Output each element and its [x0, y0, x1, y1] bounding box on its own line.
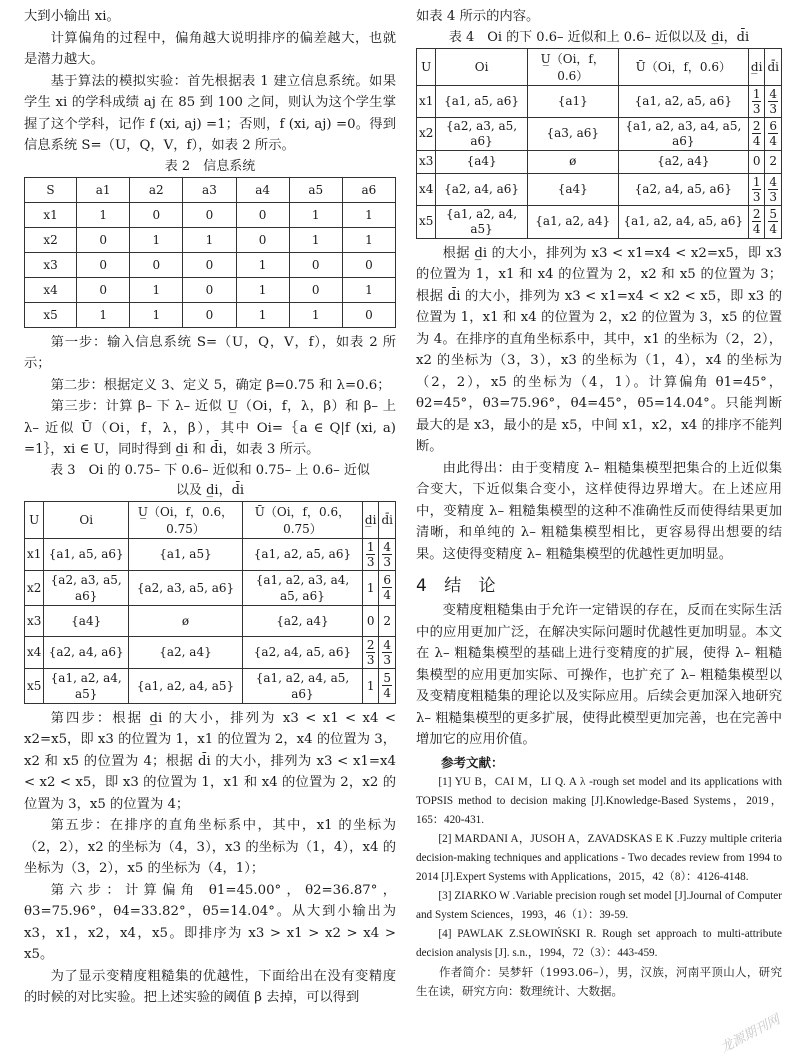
table-cell: 2 [379, 605, 396, 636]
table-cell: {a2, a4} [242, 605, 362, 636]
table-row [25, 605, 396, 636]
table-2 [24, 177, 396, 328]
table-cell: x5 [417, 205, 436, 238]
table-cell: {a1} [527, 85, 618, 117]
table-cell: 1 [342, 227, 395, 252]
table-cell: x1 [25, 538, 44, 570]
table-cell: x5 [25, 668, 44, 703]
table-cell: 1 [289, 227, 342, 252]
reference-item: [1] YU B，CAI M，LI Q. A λ -rough set model and its applications with TOPSIS method to decision making [J].Knowledge-Based Systems，2019，165：420-431. [416, 775, 782, 826]
table-header-cell: U [417, 48, 436, 85]
table-cell: x3 [25, 605, 44, 636]
table-cell: x2 [25, 227, 77, 252]
fraction [382, 540, 392, 569]
table-cell: {a1, a2, a5, a6} [618, 85, 748, 117]
table-cell [748, 117, 765, 150]
table-3-caption-cont: 以及 d̲i，d̄i [175, 482, 245, 498]
table-cell [748, 173, 765, 205]
table-header-cell: a5 [289, 177, 342, 202]
table-header-cell: Oi [44, 501, 129, 538]
table-cell: 0 [289, 277, 342, 302]
table-cell: 0 [183, 302, 236, 327]
step-1: 第一步：输入信息系统 S=（U，Q，V，f），如表 2 所示； [24, 334, 396, 371]
table-cell: 1 [236, 302, 289, 327]
right-column [416, 6, 782, 1001]
table-cell: 0 [77, 277, 130, 302]
table-cell: 0 [130, 202, 183, 227]
fraction-numerator: 6 [769, 119, 778, 133]
author-bio: 作者简介：吴梦轩（1993.06–），男，汉族，河南平顶山人，研究生在读，研究方向：数理统计、大数据。 [416, 964, 782, 998]
left-column [24, 6, 396, 1009]
fraction-numerator: 2 [366, 637, 375, 652]
table-cell: 1 [362, 570, 379, 605]
table-cell: {a1, a2, a3, a4, a5, a6} [618, 117, 748, 150]
table-cell: x3 [25, 252, 77, 277]
table-cell: {a1, a5, a6} [436, 85, 527, 117]
table-cell: 1 [236, 252, 289, 277]
table-cell: {a2, a3, a5, a6} [129, 570, 243, 605]
table-cell [765, 205, 782, 238]
table-header-cell: S [25, 177, 77, 202]
table-cell [379, 538, 396, 570]
paragraph: 计算偏角的过程中，偏角越大说明排序的偏差越大，也就是潜力越大。 [24, 30, 396, 67]
table-cell: 2 [765, 150, 782, 173]
fraction-denominator: 4 [769, 222, 778, 236]
table-cell: {a1, a5, a6} [44, 538, 129, 570]
table-cell: {a1, a2, a4} [527, 205, 618, 238]
paragraph: 变精度粗糙集由于允许一定错误的存在，反而在实际生活中的应用更加广泛，在解决实际问题时优越性更加明显。本文在 λ– 粗糙集模型的基础上进行变精度的扩展，使得 λ– 粗糙集模型的应用更加实际、可操作，也扩充了 λ– 粗糙集模型以及变精度粗糙集的理论以及实际应用。后续会更加深入地研究 λ– 粗糙集模型的更多扩展，使得此模型更加完善，也在完善中增加它的应用价值。 [416, 603, 782, 747]
table-cell: 1 [130, 227, 183, 252]
fraction-denominator: 4 [383, 588, 392, 602]
table-cell [362, 538, 379, 570]
paragraph: 由此得出：由于变精度 λ– 粗糙集模型把集合的上近似集合变大，下近似集合变小，这样使得边界增大。在上述应用中，变精度 λ– 粗糙集模型的这种不准确性反而使得结果更加清晰，和单纯的 λ– 粗糙集模型相比，更容易得出想要的结果。这使得变精度 λ– 粗糙集模型的优越性更加明显。 [416, 460, 782, 562]
fraction [768, 119, 778, 148]
table-cell: x2 [417, 117, 436, 150]
step-6: 第六步：计算偏角 θ1=45.00°，θ2=36.87°，θ3=75.96°，θ4=33.82°，θ5=14.04°。从大到小输出为 x3，x1，x2，x4，x5。即排序为 x3 > x1 > x2 > x4 > x5。 [24, 882, 396, 962]
table-header-cell: d̲i [748, 48, 765, 85]
step-4: 第四步：根据 d̲i 的大小，排列为 x3 < x1 < x4 < x2=x5，即 x3 的位置为 1，x1 的位置为 2，x4 的位置为 3，x2 和 x5 的位置为 4；根据 d̄i 的大小，排列为 x3 < x1=x4 < x2 < x5，即 x3 的位置为 1，x1 和 x4 的位置为 2，x2 的位置为 3，x5 的位置为 4； [24, 710, 396, 812]
table-cell: x5 [25, 302, 77, 327]
reference-item: [3] ZIARKO W .Variable precision rough set model [J].Journal of Computer and System Sciences，1993，46（1）：39-59. [416, 889, 782, 921]
table-cell: x3 [417, 150, 436, 173]
paragraph: 基于算法的模拟实验：首先根据表 1 建立信息系统。如果学生 xi 的学科成绩 aj 在 85 到 100 之间，则认为这个学生掌握了这个学科，记作 f (xi, aj) =1；否则，f (xi, aj) =0。得到信息系统 S=（U，Q，V，f），如表 2 所示。 [24, 73, 396, 153]
fraction [366, 540, 376, 569]
table-cell: ø [527, 150, 618, 173]
table-cell: 0 [362, 605, 379, 636]
fraction-denominator: 3 [383, 554, 392, 569]
table-header-cell: Oi [436, 48, 527, 85]
table-cell [379, 570, 396, 605]
table-cell: 1 [289, 302, 342, 327]
table-cell: x4 [25, 636, 44, 668]
table-cell: 1 [289, 202, 342, 227]
table-row [25, 636, 396, 668]
table-cell: {a1, a2, a4, a5} [44, 668, 129, 703]
table-cell [765, 173, 782, 205]
table-cell: ø [129, 605, 243, 636]
table-cell: 1 [342, 202, 395, 227]
table-cell: 0 [183, 252, 236, 277]
section-heading: 4 结 论 [416, 576, 502, 596]
table-cell: 1 [130, 277, 183, 302]
table-row [417, 117, 782, 150]
table-row [417, 205, 782, 238]
table-cell: 0 [77, 252, 130, 277]
table-4-caption: 表 4 Oi 的下 0.6– 近似和上 0.6– 近似以及 d̲i，d̄i [448, 29, 750, 45]
fraction-numerator: 4 [383, 539, 392, 554]
fraction-numerator: 5 [769, 207, 778, 221]
fraction-numerator: 5 [383, 671, 392, 685]
table-2-caption: 表 2 信息系统 [164, 158, 256, 174]
table-row [25, 277, 396, 302]
table-cell: {a1, a2, a4, a5} [129, 668, 243, 703]
table-cell: {a2, a4, a5, a6} [618, 173, 748, 205]
table-row [25, 252, 396, 277]
fraction [768, 207, 778, 236]
table-row [417, 85, 782, 117]
paragraph: 为了显示变精度粗糙集的优越性，下面给出在没有变精度的时候的对比实验。把上述实验的阈值 β 去掉，可以得到 [24, 968, 396, 1005]
fraction-denominator: 4 [752, 134, 761, 148]
table-header-cell: U̲（Oi，f，0.6） [527, 48, 618, 85]
table-cell [748, 205, 765, 238]
fraction-numerator: 1 [752, 174, 761, 189]
table-cell: {a1, a2, a4, a5, a6} [242, 668, 362, 703]
step-3: 第三步：计算 β– 下 λ– 近似 U̲（Oi，f，λ，β）和 β– 上 λ– 近似 Ū（Oi，f，λ，β），其中 Oi=｛a ∈ Q|f (xi, a) =1｝，xi ∈ U，同时得到 d̲i 和 d̄i，如表 3 所示。 [24, 399, 396, 457]
table-cell: x1 [25, 202, 77, 227]
table-header-cell: U̲（Oi，f，0.6，0.75） [129, 501, 243, 538]
table-cell: {a2, a4, a6} [44, 636, 129, 668]
references-heading: 参考文献： [441, 754, 504, 770]
table-cell: 0 [77, 227, 130, 252]
fraction-numerator: 4 [383, 637, 392, 652]
fraction-denominator: 3 [366, 554, 375, 569]
fraction-denominator: 4 [383, 686, 392, 700]
table-header-cell: a4 [236, 177, 289, 202]
table-row [25, 202, 396, 227]
table-cell: {a1, a2, a3, a4, a5, a6} [242, 570, 362, 605]
fraction [366, 638, 376, 667]
paragraph: 如表 4 所示的内容。 [416, 9, 540, 24]
fraction-denominator: 3 [752, 189, 761, 204]
fraction-numerator: 1 [752, 86, 761, 101]
fraction-denominator: 3 [769, 189, 778, 204]
fraction-numerator: 6 [383, 573, 392, 587]
table-cell: {a2, a4, a5, a6} [242, 636, 362, 668]
fraction [768, 87, 778, 116]
table-4 [416, 48, 782, 239]
table-cell: 0 [130, 252, 183, 277]
table-row [25, 570, 396, 605]
table-cell: 0 [289, 252, 342, 277]
table-header-cell: a6 [342, 177, 395, 202]
table-header-cell: a2 [130, 177, 183, 202]
table-cell: 0 [748, 150, 765, 173]
table-cell: {a4} [44, 605, 129, 636]
fraction [768, 175, 778, 204]
table-cell: {a2, a3, a5, a6} [44, 570, 129, 605]
table-cell: {a2, a3, a5, a6} [436, 117, 527, 150]
table-cell: 1 [77, 302, 130, 327]
table-cell: 1 [183, 227, 236, 252]
fraction-denominator: 3 [366, 652, 375, 667]
reference-item: [4] PAWLAK Z.SŁOWIŃSKI R. Rough set approach to multi-attribute decision analysis [J]. s.n.，1994，72（3）：443-459. [416, 927, 782, 959]
table-cell [379, 668, 396, 703]
fraction-denominator: 3 [769, 101, 778, 116]
table-cell: 0 [342, 252, 395, 277]
table-row [25, 538, 396, 570]
fraction [382, 671, 392, 700]
table-cell: 0 [183, 202, 236, 227]
table-cell: {a1, a2, a5, a6} [242, 538, 362, 570]
table-cell: x1 [417, 85, 436, 117]
paragraph: 大到小输出 xi。 [24, 9, 120, 24]
fraction-numerator: 2 [752, 119, 761, 133]
table-header-cell: Ū（Oi，f，0.6） [618, 48, 748, 85]
table-header-cell: a1 [77, 177, 130, 202]
fraction [752, 207, 762, 236]
table-header-cell: a3 [183, 177, 236, 202]
table-header-cell: d̄i [379, 501, 396, 538]
table-cell: {a1, a2, a4, a5, a6} [618, 205, 748, 238]
fraction [752, 87, 762, 116]
table-cell: {a2, a4} [129, 636, 243, 668]
table-cell: {a3, a6} [527, 117, 618, 150]
fraction-denominator: 3 [383, 652, 392, 667]
table-row [417, 150, 782, 173]
table-header-cell: Ū（Oi，f，0.6，0.75） [242, 501, 362, 538]
table-cell: {a1, a2, a4, a5} [436, 205, 527, 238]
table-cell: 1 [130, 302, 183, 327]
table-cell: x2 [25, 570, 44, 605]
fraction-numerator: 1 [366, 539, 375, 554]
table-cell [379, 636, 396, 668]
fraction [382, 573, 392, 602]
table-cell: 0 [236, 202, 289, 227]
table-cell: {a1, a5} [129, 538, 243, 570]
table-cell: 0 [236, 227, 289, 252]
fraction [752, 119, 762, 148]
table-cell [765, 85, 782, 117]
table-3-caption: 表 3 Oi 的 0.75– 下 0.6– 近似和 0.75– 上 0.6– 近似 [50, 462, 370, 478]
fraction-denominator: 3 [752, 101, 761, 116]
table-cell: 0 [183, 277, 236, 302]
step-2: 第二步：根据定义 3、定义 5，确定 β=0.75 和 λ=0.6； [50, 377, 391, 393]
table-row [25, 302, 396, 327]
table-cell [748, 85, 765, 117]
table-cell: {a2, a4, a6} [436, 173, 527, 205]
watermark: 龙源期刊网 [718, 1012, 783, 1056]
table-header-cell: d̄i [765, 48, 782, 85]
table-3 [24, 501, 396, 704]
table-cell [362, 636, 379, 668]
table-cell: 1 [342, 277, 395, 302]
fraction [382, 638, 392, 667]
table-cell: 1 [362, 668, 379, 703]
fraction-numerator: 2 [752, 207, 761, 221]
table-cell: x4 [417, 173, 436, 205]
table-row [25, 227, 396, 252]
table-header-cell: d̲i [362, 501, 379, 538]
fraction [752, 175, 762, 204]
table-cell: x4 [25, 277, 77, 302]
step-5: 第五步：在排序的直角坐标系中，其中，x1 的坐标为（2，2），x2 的坐标为（4，3），x3 的坐标为（1，4），x4 的坐标为（3，2），x5 的坐标为（4，1）； [24, 818, 396, 876]
reference-item: [2] MARDANI A，JUSOH A，ZAVADSKAS E K .Fuzzy multiple criteria decision-making techniques and applications - Two decades review from 1994 to 2014 [J].Expert Systems with Applications，2015，42（8）：4126-4148. [416, 832, 782, 883]
table-cell: 0 [342, 302, 395, 327]
table-header-cell: U [25, 501, 44, 538]
table-cell [765, 117, 782, 150]
paragraph: 根据 d̲i 的大小，排列为 x3 < x1=x4 < x2=x5，即 x3 的位置为 1，x1 和 x4 的位置为 2，x2 和 x5 的位置为 3；根据 d̄i 的大小，排列为 x3 < x1=x4 < x2 < x5，即 x3 的位置为 1，x1 和 x4 的位置为 2，x2 的位置为 3，x5 的位置为 4。在排序的直角坐标系中，其中，x1 的坐标为（2，2），x2 的坐标为（3，3），x3 的坐标为（1，4），x4 的坐标为（2，2），x5 的坐标为（4，1）。计算偏角 θ1=45°，θ2=45°，θ3=75.96°，θ4=45°，θ5=14.04°。只能判断最大的是 x3，最小的是 x5，中间 x1，x2，x4 的排序不能判断。 [416, 245, 782, 454]
table-row [417, 173, 782, 205]
fraction-numerator: 4 [769, 86, 778, 101]
fraction-denominator: 4 [752, 222, 761, 236]
table-cell: 1 [77, 202, 130, 227]
table-row [25, 668, 396, 703]
table-cell: {a2, a4} [618, 150, 748, 173]
fraction-numerator: 4 [769, 174, 778, 189]
table-cell: {a4} [527, 173, 618, 205]
table-cell: {a4} [436, 150, 527, 173]
fraction-denominator: 4 [769, 134, 778, 148]
table-cell: 1 [236, 277, 289, 302]
